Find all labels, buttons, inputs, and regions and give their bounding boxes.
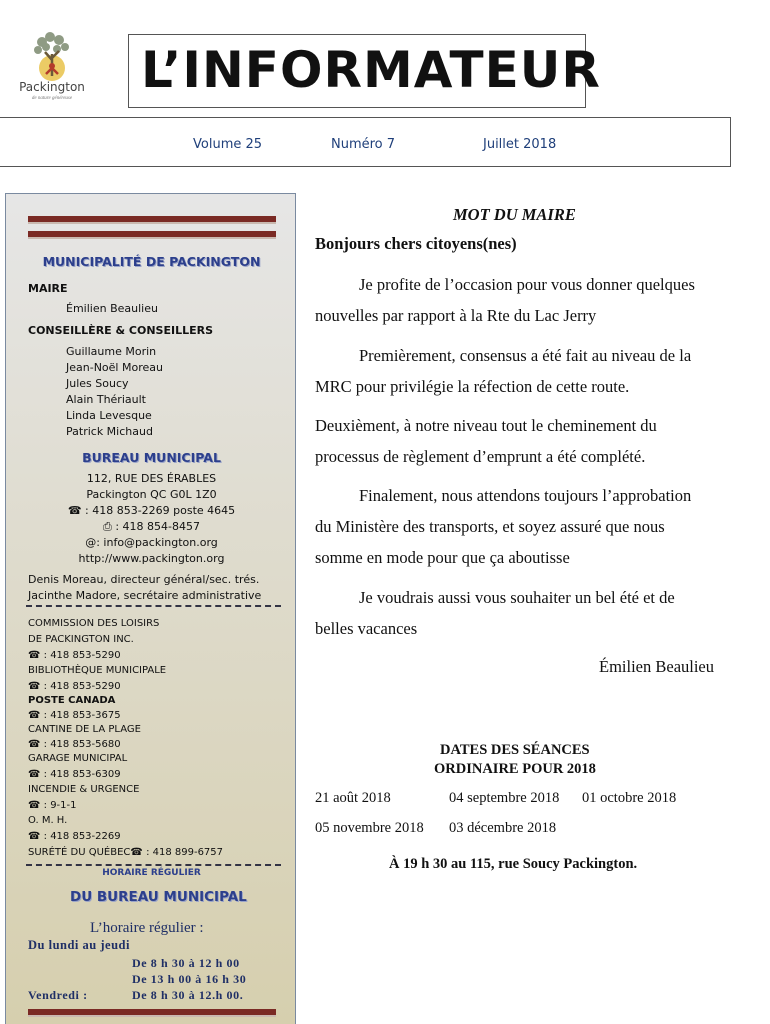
bureau-address: 112, RUE DES ÉRABLES — [86, 472, 217, 485]
newsletter-title-box — [128, 34, 601, 108]
seance-date: 21 août 2018 — [315, 790, 391, 806]
conseiller-name: Patrick Michaud — [66, 425, 153, 438]
phone-number: : 9-1-1 — [43, 800, 77, 811]
contact-phone — [28, 710, 121, 721]
article-line: belles vacances — [315, 619, 418, 638]
maire-label: MAIRE — [28, 282, 68, 295]
divider-rule — [28, 216, 276, 224]
seances-title: DATES DES SÉANCES — [440, 742, 590, 758]
conseil-label: CONSEILLÈRE & CONSEILLERS — [28, 324, 214, 337]
staff-line: Jacinthe Madore, secrétaire administrative — [28, 589, 262, 602]
horaire-slot: De 8 h 30 à 12.h 00. — [132, 988, 244, 1002]
seance-date: 03 décembre 2018 — [449, 820, 557, 836]
contact-phone — [28, 831, 121, 842]
packington-logo — [12, 28, 92, 106]
article-line: processus de règlement d’emprunt a été complété. — [315, 447, 646, 466]
maire-name: Émilien Beaulieu — [66, 302, 158, 315]
article-line: MRC pour privilégie la réfection de cette route. — [315, 377, 630, 396]
conseiller-name: Jules Soucy — [66, 377, 129, 390]
conseiller-name: Linda Levesque — [66, 409, 152, 422]
bureau-heading: BUREAU MUNICIPAL — [82, 450, 221, 465]
article-line: Je voudrais aussi vous souhaiter un bel été et de — [359, 588, 675, 607]
article-greeting: Bonjours chers citoyens(nes) — [315, 234, 517, 253]
phone-icon: ☎ — [28, 650, 44, 661]
issue-info-bar — [0, 117, 731, 167]
logo-tagline: de nature généreuse — [31, 96, 73, 101]
fax-number: : 418 854-8457 — [115, 520, 200, 533]
phone-number: : 418 853-2269 — [43, 831, 121, 842]
conseiller-name: Alain Thériault — [66, 393, 146, 406]
conseiller-name: Guillaume Morin — [66, 345, 157, 358]
article-line: du Ministère des transports, et soyez assuré que nous — [315, 517, 665, 536]
phone-icon: ☎ — [28, 769, 44, 780]
horaire-intro: L’horaire régulier : — [90, 920, 204, 936]
seances-location: À 19 h 30 au 115, rue Soucy Packington. — [389, 856, 638, 872]
contact-name: COMMISSION DES LOISIRS — [28, 618, 160, 629]
horaire-slot: De 13 h 00 à 16 h 30 — [132, 972, 247, 986]
date-label: Juillet 2018 — [483, 137, 557, 152]
horaire-days: Vendredi : — [28, 988, 88, 1002]
mayor-signature: Émilien Beaulieu — [599, 657, 715, 676]
bureau-city: Packington QC G0L 1Z0 — [86, 488, 217, 501]
article-line: somme en mode pour que ça aboutisse — [315, 548, 570, 567]
bureau-email[interactable]: @: info@packington.org — [85, 536, 218, 549]
numero-label: Numéro 7 — [331, 137, 396, 152]
article-line: nouvelles par rapport à la Rte du Lac Jerry — [315, 306, 597, 325]
phone-number: : 418 899-6757 — [146, 847, 224, 858]
volume-label: Volume 25 — [193, 137, 263, 152]
horaire-heading: DU BUREAU MUNICIPAL — [70, 889, 247, 905]
seance-date: 05 novembre 2018 — [315, 820, 424, 836]
municipal-directory-sidebar — [5, 193, 296, 1024]
phone-number: : 418 853-5290 — [43, 681, 121, 692]
contact-name: CANTINE DE LA PLAGE — [28, 724, 141, 735]
phone-icon: ☎ — [28, 710, 44, 721]
phone-icon: ☎ — [28, 831, 44, 842]
article-line: Je profite de l’occasion pour vous donner quelques — [359, 275, 695, 294]
contact-name: GARAGE MUNICIPAL — [28, 753, 128, 764]
horaire-slot: De 8 h 30 à 12 h 00 — [132, 956, 240, 970]
article-line: Deuxièment, à notre niveau tout le cheminement du — [315, 416, 657, 435]
contact-name: O. M. H. — [28, 815, 68, 826]
contact-phone — [28, 769, 121, 780]
phone-number: : 418 853-5290 — [43, 650, 121, 661]
logo-name: Packington — [19, 80, 85, 94]
seance-date: 01 octobre 2018 — [582, 790, 677, 806]
contact-name: SURÉTÉ DU QUÉBEC — [28, 847, 131, 858]
phone-icon: ☎ — [28, 681, 44, 692]
surete-line — [28, 847, 223, 858]
bureau-phone — [6, 504, 297, 517]
phone-icon: ☎ — [28, 739, 44, 750]
divider-rule — [28, 231, 276, 239]
dashed-divider — [26, 864, 281, 866]
contact-phone — [28, 650, 121, 661]
horaire-small-heading: HORAIRE RÉGULIER — [102, 868, 201, 878]
article-line: Premièrement, consensus a été fait au niveau de la — [359, 346, 692, 365]
contact-name: POSTE CANADA — [28, 695, 116, 706]
contact-name: BIBLIOTHÈQUE MUNICIPALE — [28, 665, 167, 676]
bureau-website[interactable]: http://www.packington.org — [78, 552, 225, 565]
horaire-days: Du lundi au jeudi — [28, 938, 130, 952]
bureau-fax — [6, 520, 297, 534]
phone-icon: ☎ — [130, 847, 147, 858]
conseiller-name: Jean-Noël Moreau — [66, 361, 163, 374]
article-line: Finalement, nous attendons toujours l’approbation — [359, 486, 692, 505]
municipality-heading: MUNICIPALITÉ DE PACKINGTON — [42, 254, 261, 269]
phone-icon: ☎ — [67, 504, 86, 517]
article-title: MOT DU MAIRE — [453, 205, 576, 224]
seance-date: 04 septembre 2018 — [449, 790, 560, 806]
staff-line: Denis Moreau, directeur général/sec. trés. — [28, 573, 260, 586]
newsletter-title: L’INFORMATEUR — [141, 41, 601, 99]
contact-phone — [28, 681, 121, 692]
phone-number: : 418 853-3675 — [43, 710, 121, 721]
tree-logo-icon — [12, 28, 92, 84]
divider-rule — [28, 1009, 276, 1017]
contact-phone — [28, 800, 77, 811]
phone-icon: ☎ — [28, 800, 44, 811]
fax-icon: ⎙ — [103, 520, 116, 533]
phone-number: : 418 853-6309 — [43, 769, 121, 780]
contact-phone — [28, 739, 121, 750]
phone-number: : 418 853-5680 — [43, 739, 121, 750]
contact-name: INCENDIE & URGENCE — [28, 784, 140, 795]
dashed-divider — [26, 605, 281, 607]
contact-name: DE PACKINGTON INC. — [28, 634, 134, 645]
phone-number: : 418 853-2269 poste 4645 — [85, 504, 236, 517]
seances-subtitle: ORDINAIRE POUR 2018 — [434, 761, 596, 777]
